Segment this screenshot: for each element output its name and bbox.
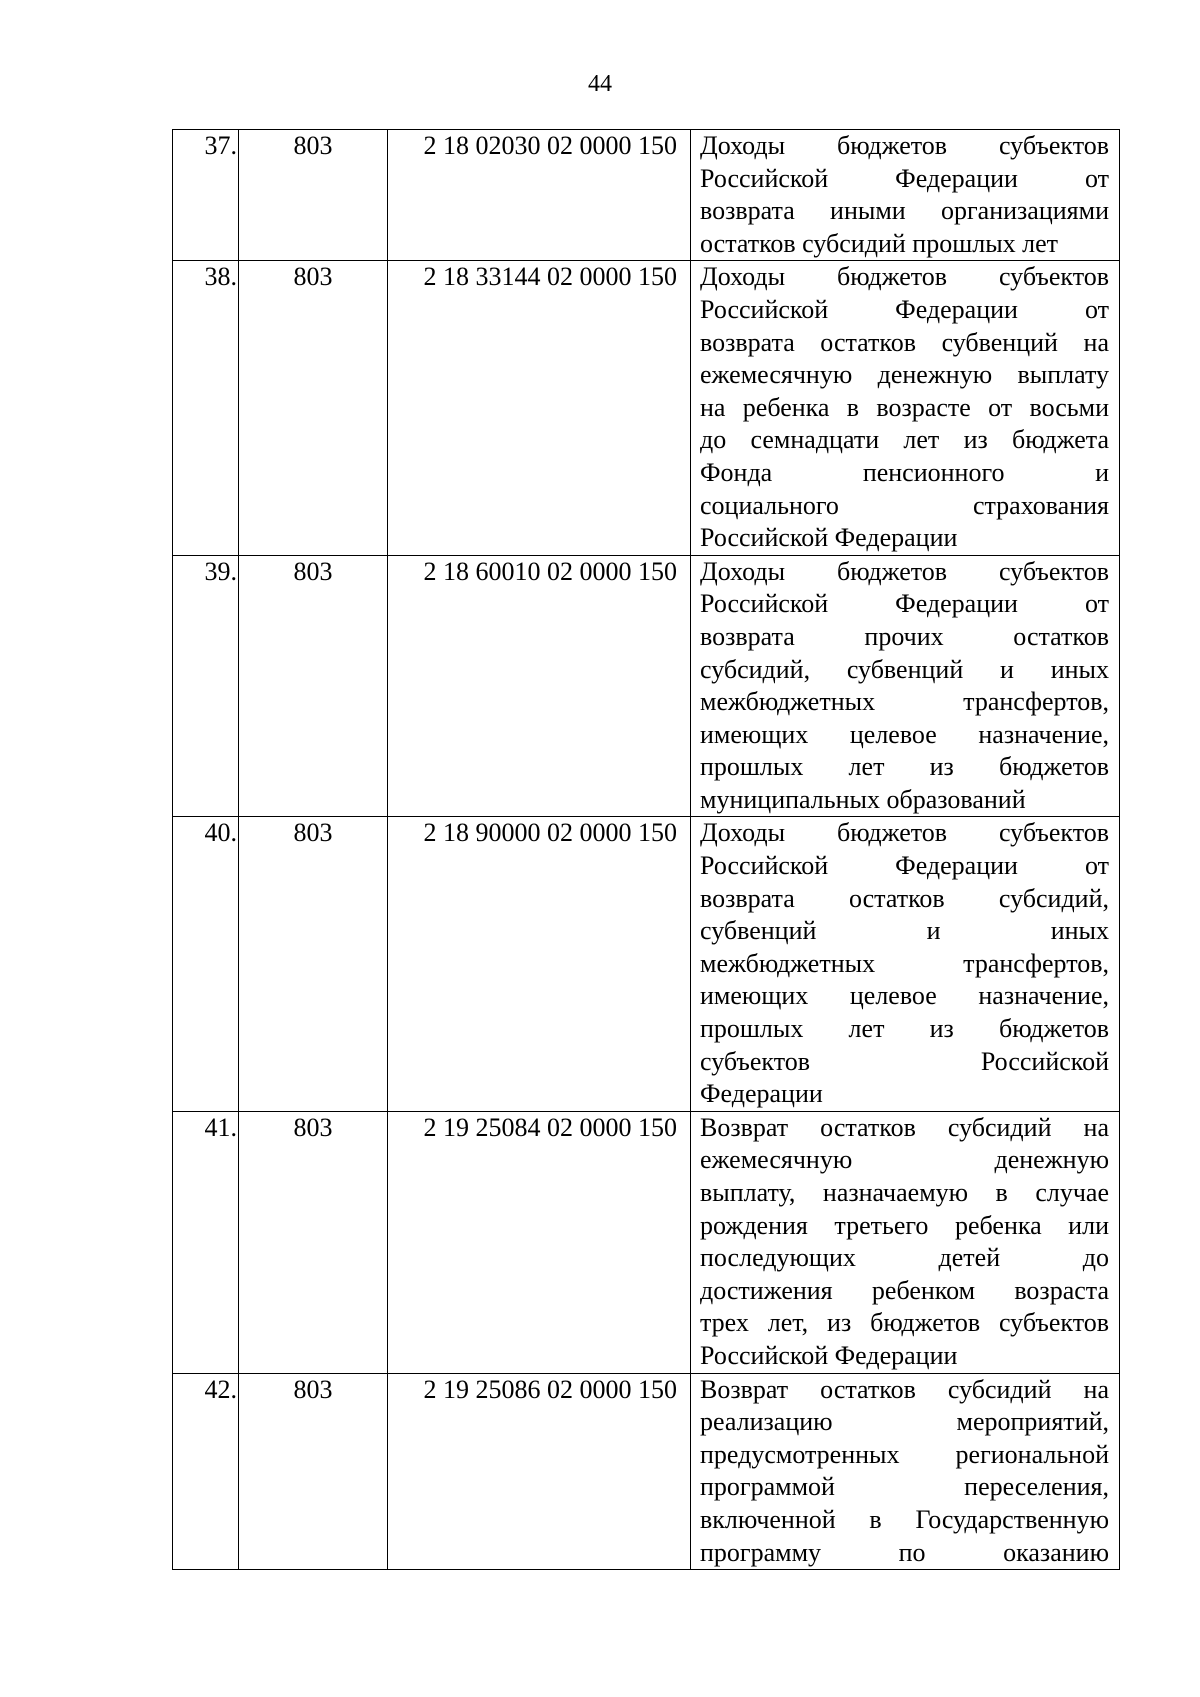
description-line: последующих детей до	[700, 1243, 1109, 1273]
admin-code-cell: 803	[239, 261, 388, 555]
description-line: Российской Федерации от	[700, 589, 1109, 619]
description-line: прошлых лет из бюджетов	[700, 752, 1109, 782]
description-cell	[691, 261, 1120, 555]
description-line: муниципальных образований	[700, 784, 1026, 814]
description-line: возврата иными организациями	[700, 196, 1109, 226]
description-line: имеющих целевое назначение,	[700, 719, 1109, 749]
description-line: возврата остатков субвенций на	[700, 327, 1109, 357]
row-number-cell: 39.	[173, 555, 239, 817]
table-row	[173, 1373, 1120, 1570]
budget-class-code-cell: 2 18 33144 02 0000 150	[388, 261, 691, 555]
description-line: межбюджетных трансфертов,	[700, 687, 1109, 717]
description-line: реализацию мероприятий,	[700, 1407, 1109, 1437]
description-line: имеющих целевое назначение,	[700, 981, 1109, 1011]
description-line: до семнадцати лет из бюджета	[700, 425, 1109, 455]
description-line: прошлых лет из бюджетов	[700, 1014, 1109, 1044]
description-cell	[691, 555, 1120, 817]
admin-code-cell: 803	[239, 817, 388, 1111]
description-cell	[691, 1111, 1120, 1373]
description-line: на ребенка в возрасте от восьми	[700, 392, 1109, 422]
description-line: предусмотренных региональной	[700, 1439, 1109, 1469]
admin-code-cell: 803	[239, 1111, 388, 1373]
description-line: возврата остатков субсидий,	[700, 883, 1109, 913]
admin-code-cell: 803	[239, 130, 388, 261]
description-line: Доходы бюджетов субъектов	[700, 818, 1109, 848]
budget-class-code-cell: 2 19 25084 02 0000 150	[388, 1111, 691, 1373]
table-body	[173, 130, 1120, 1570]
description-line: социального страхования	[700, 490, 1109, 520]
description-line: программой переселения,	[700, 1472, 1109, 1502]
table-row	[173, 261, 1120, 555]
description-line: Российской Федерации от	[700, 851, 1109, 881]
description-line: межбюджетных трансфертов,	[700, 948, 1109, 978]
description-line: включенной в Государственную	[700, 1504, 1109, 1534]
row-number-cell: 37.	[173, 130, 239, 261]
description-line: субсидий, субвенций и иных	[700, 654, 1109, 684]
table-row	[173, 555, 1120, 817]
description-line: Доходы бюджетов субъектов	[700, 131, 1109, 160]
description-line: программу по оказанию	[700, 1537, 1109, 1567]
row-number-cell: 42.	[173, 1373, 239, 1570]
admin-code-cell: 803	[239, 555, 388, 817]
description-line: достижения ребенком возраста	[700, 1275, 1109, 1305]
description-line: выплату, назначаемую в случае	[700, 1178, 1109, 1207]
budget-class-code-cell: 2 19 25086 02 0000 150	[388, 1373, 691, 1570]
description-line: возврата прочих остатков	[700, 621, 1109, 651]
description-line: Возврат остатков субсидий на	[700, 1112, 1109, 1142]
description-line: Фонда пенсионного и	[700, 457, 1109, 487]
admin-code-cell: 803	[239, 1373, 388, 1570]
description-line: Доходы бюджетов субъектов	[700, 556, 1109, 586]
table-row	[173, 1111, 1120, 1373]
description-line: Федерации	[700, 1079, 823, 1109]
description-cell	[691, 817, 1120, 1111]
description-line: субъектов Российской	[700, 1046, 1109, 1076]
row-number-cell: 38.	[173, 261, 239, 555]
description-line: остатков субсидий прошлых лет	[700, 228, 1059, 258]
description-line: Российской Федерации	[700, 1340, 958, 1370]
description-line: субвенций и иных	[700, 916, 1109, 946]
description-line: Российской Федерации от	[700, 294, 1109, 324]
description-line: ежемесячную денежную	[700, 1145, 1109, 1175]
description-line: трех лет, из бюджетов субъектов	[700, 1308, 1109, 1338]
description-line: Российской Федерации	[700, 523, 958, 553]
description-line: рождения третьего ребенка или	[700, 1210, 1109, 1240]
description-line: Доходы бюджетов субъектов	[700, 262, 1109, 292]
table-row	[173, 817, 1120, 1111]
description-line: Возврат остатков субсидий на	[700, 1374, 1109, 1404]
budget-class-code-cell: 2 18 02030 02 0000 150	[388, 130, 691, 261]
description-line: Российской Федерации от	[700, 163, 1109, 193]
description-cell	[691, 1373, 1120, 1570]
budget-revenue-table	[172, 129, 1120, 1570]
budget-class-code-cell: 2 18 60010 02 0000 150	[388, 555, 691, 817]
description-line: ежемесячную денежную выплату	[700, 360, 1109, 390]
description-cell	[691, 130, 1120, 261]
row-number-cell: 41.	[173, 1111, 239, 1373]
row-number-cell: 40.	[173, 817, 239, 1111]
table-row	[173, 130, 1120, 261]
budget-class-code-cell: 2 18 90000 02 0000 150	[388, 817, 691, 1111]
page-number: 44	[588, 71, 612, 97]
